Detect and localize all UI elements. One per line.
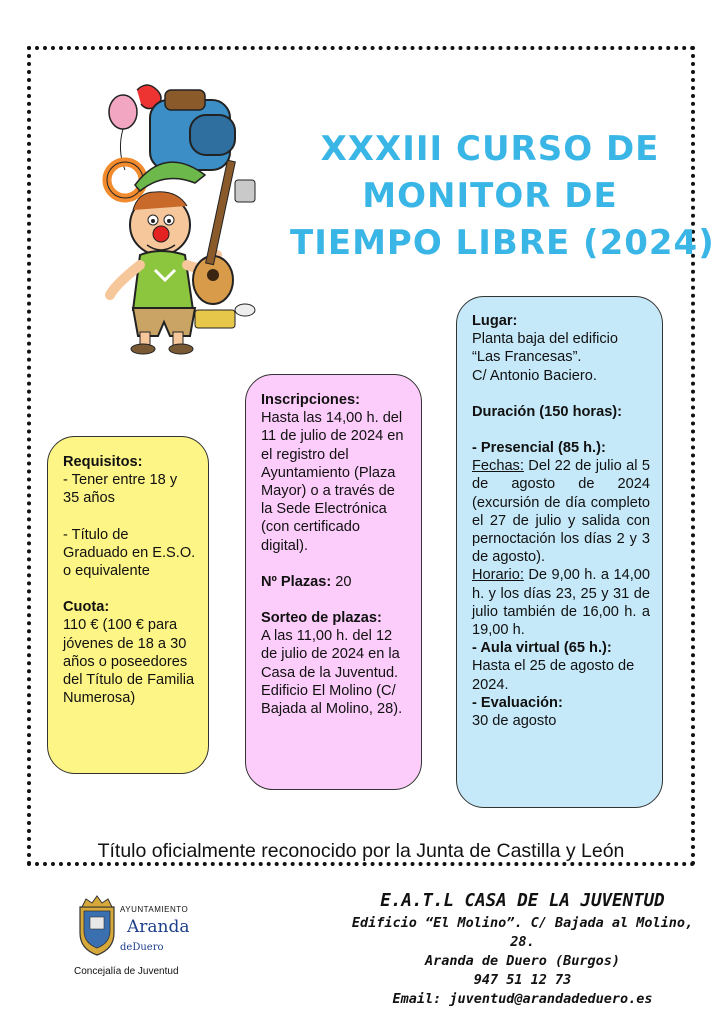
horario-detail: De 9,00 h. a 14,00 h. y los días 23, 25 y 31 de julio también de 16,00 h. a 19,00 h.	[472, 567, 650, 639]
backpacker-mascot-illustration	[95, 70, 275, 355]
requisito-edad: - Tener entre 18 y 35 años	[63, 472, 178, 507]
fechas-detail: Del 22 de julio al 5 de agosto de 2024 (excursión de día completo el 27 de julio y salida con pernoctación los días 2 y 3 de agosto).	[472, 458, 650, 566]
evaluacion-heading: - Evaluación:	[472, 694, 563, 711]
cuota-heading: Cuota:	[63, 599, 110, 616]
requisito-titulo: - Título de Graduado en E.S.O. o equivalente	[63, 526, 196, 580]
horario-label: Horario:	[472, 567, 524, 584]
fechas-label: Fechas:	[472, 458, 524, 475]
contact-phone: 947 51 12 73	[473, 972, 572, 988]
inscripciones-box	[245, 374, 422, 790]
plazas-line	[261, 573, 409, 591]
evaluacion-text: 30 de agosto	[472, 713, 557, 730]
aula-heading: - Aula virtual (65 h.):	[472, 640, 612, 657]
lugar-text: Planta baja del edificio “Las Francesas”.	[472, 331, 619, 366]
aula-text: Hasta el 25 de agosto de 2024.	[472, 658, 635, 693]
title-line: XXXIII CURSO DE	[320, 129, 660, 169]
inscripciones-heading: Inscripciones:	[261, 392, 360, 408]
horario-text	[472, 566, 650, 639]
lugar-box	[456, 296, 663, 808]
fechas-text	[472, 457, 650, 566]
logo-ayuntamiento-label: AYUNTAMIENTO	[120, 905, 189, 914]
logo-name-de: de	[120, 942, 133, 953]
contact-block	[350, 888, 695, 1009]
contact-org: E.A.T.L CASA DE LA JUVENTUD	[380, 891, 665, 911]
lugar-street: C/ Antonio Baciero.	[472, 367, 597, 384]
plazas-label: Nº Plazas:	[261, 573, 332, 590]
title-line: MONITOR DE	[362, 176, 618, 216]
sorteo-text: A las 11,00 h. del 12 de julio de 2024 en la Casa de la Juventud. Edificio El Molino (C/ Bajada al Molino, 28).	[261, 628, 403, 718]
logo-name-aranda: Aranda	[127, 917, 190, 937]
course-title	[290, 126, 715, 267]
presencial-heading: - Presencial (85 h.):	[472, 440, 606, 457]
sorteo-heading: Sorteo de plazas:	[261, 610, 382, 627]
contact-email: Email: juventud@arandadeduero.es	[392, 991, 653, 1007]
logo-name-duero-text: Duero	[132, 942, 164, 953]
concejalia-label: Concejalía de Juventud	[74, 966, 179, 977]
requisitos-heading: Requisitos:	[63, 454, 143, 470]
contact-city: Aranda de Duero (Burgos)	[424, 953, 621, 969]
contact-address: Edificio “El Molino”. C/ Bajada al Molino, 28.	[351, 915, 694, 950]
logo-name-duero	[120, 935, 164, 955]
inscripciones-text: Hasta las 14,00 h. del 11 de julio de 2024 en el registro del Ayuntamiento (Plaza Mayor) o a través de la Sede Electrónica (con certificado digital).	[261, 410, 404, 554]
cuota-text: 110 € (100 € para jóvenes de 18 a 30 años o poseedores del Título de Familia Numerosa)	[63, 617, 195, 707]
duracion-heading: Duración (150 horas):	[472, 403, 623, 420]
plazas-value: 20	[331, 573, 352, 590]
requisitos-box	[47, 436, 209, 774]
lugar-heading: Lugar:	[472, 313, 518, 329]
title-line: TIEMPO LIBRE (2024)	[290, 223, 715, 263]
official-recognition-note: Título oficialmente reconocido por la Junta de Castilla y León	[97, 840, 625, 862]
